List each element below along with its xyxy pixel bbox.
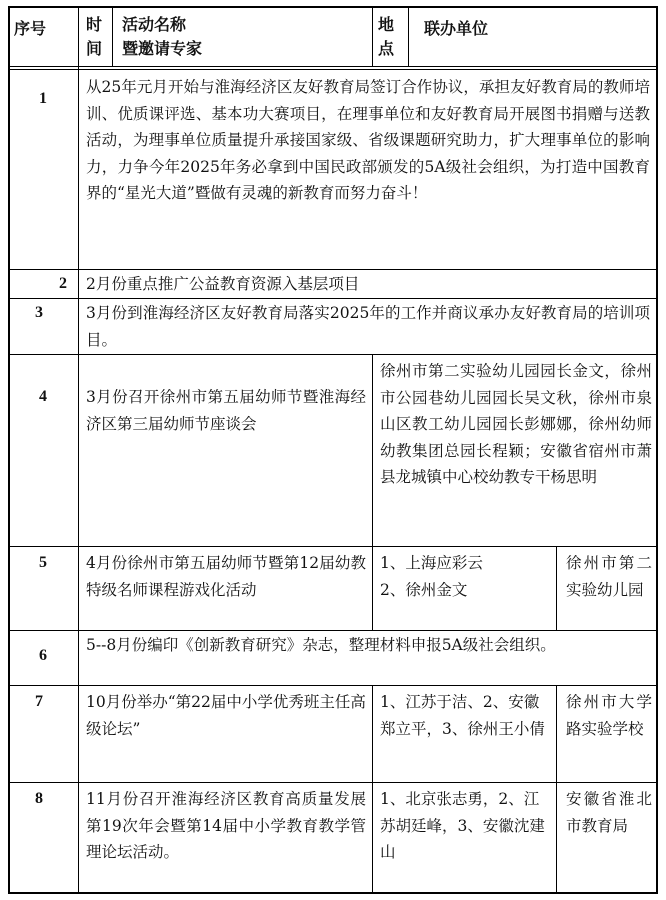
row-text: 5--8月份编印《创新教育研究》杂志，整理材料申报5A级社会组织。 <box>86 636 556 654</box>
row-number: 6 <box>39 647 47 664</box>
row-separator <box>8 630 658 631</box>
header-activity-1: 活动名称 <box>122 15 187 34</box>
col-separator <box>372 6 373 66</box>
header-co-org: 联办单位 <box>424 19 489 38</box>
row-text: 3月份到淮海经济区友好教育局落实2025年的工作并商议承办友好教育局的培训项目。 <box>86 304 650 349</box>
header-activity-2: 暨邀请专家 <box>122 39 203 58</box>
row-experts: 徐州市第二实验幼儿园园长金文，徐州市公园巷幼儿园园长吴文秋，徐州市泉山区教工幼儿园园长彭娜娜，徐州幼师幼教集团总园长程颖；安徽省宿州市萧县龙城镇中心校幼教专干杨思明 <box>380 362 652 486</box>
row-number: 1 <box>39 90 47 107</box>
row-co-org: 徐州市大学路实验学校 <box>566 693 652 738</box>
schedule-table <box>8 6 658 894</box>
row-text: 2月份重点推广公益教育资源入基层项目 <box>86 275 360 293</box>
row-number: 3 <box>35 304 43 321</box>
header-time-1: 时 <box>86 15 103 34</box>
row-separator <box>8 546 658 547</box>
row-separator <box>8 782 658 783</box>
row-text: 从25年元月开始与淮海经济区友好教育局签订合作协议，承担友好教育局的教师培训、优质课评选、基本功大赛项目，在理事单位和友好教育局开展图书捐赠与送教活动，为理事单位质量提升承接国家级、省级课题研究助力，扩大理事单位的影响力，力争今年2025年务必拿到中国民政部颁发的5A级社会组织，为打造中国教育界的“星光大道”暨做有灵魂的新教育而努力奋斗！ <box>86 78 650 202</box>
row-separator <box>8 269 658 270</box>
header-seq: 序号 <box>14 19 47 38</box>
row-separator <box>8 685 658 686</box>
row-number: 5 <box>39 554 47 571</box>
row-experts: 1、上海应彩云 2、徐州金文 <box>380 554 483 599</box>
header-separator <box>8 66 658 70</box>
col-separator <box>408 6 409 66</box>
col-separator <box>556 546 557 630</box>
row-activity: 3月份召开徐州市第五届幼师节暨淮海经济区第三届幼师节座谈会 <box>86 388 366 433</box>
row-activity: 4月份徐州市第五届幼师节暨第12届幼教特级名师课程游戏化活动 <box>86 554 366 599</box>
row-experts: 1、北京张志勇，2、江苏胡廷峰，3、安徽沈建山 <box>380 790 545 861</box>
col-separator <box>556 685 557 894</box>
header-place-2: 点 <box>378 39 395 58</box>
row-separator <box>8 354 658 355</box>
row-experts: 1、江苏于洁、2、安徽郑立平，3、徐州王小倩 <box>380 693 545 738</box>
row-number: 4 <box>39 388 47 405</box>
col-separator <box>78 6 79 894</box>
row-co-org: 徐州市第二实验幼儿园 <box>566 554 652 599</box>
col-separator <box>372 685 373 894</box>
header-place-1: 地 <box>378 15 395 34</box>
row-activity: 11月份召开淮海经济区教育高质量发展第19次年会暨第14届中小学教育教学管理论坛活动。 <box>86 790 366 861</box>
row-number: 8 <box>35 790 43 807</box>
row-number: 7 <box>35 693 43 710</box>
col-separator <box>372 354 373 630</box>
col-separator <box>112 6 113 66</box>
header-time-2: 间 <box>86 39 103 58</box>
row-activity: 10月份举办“第22届中小学优秀班主任高级论坛” <box>86 693 366 738</box>
row-co-org: 安徽省淮北市教育局 <box>566 790 652 835</box>
row-number: 2 <box>59 275 67 292</box>
row-separator <box>8 298 658 299</box>
